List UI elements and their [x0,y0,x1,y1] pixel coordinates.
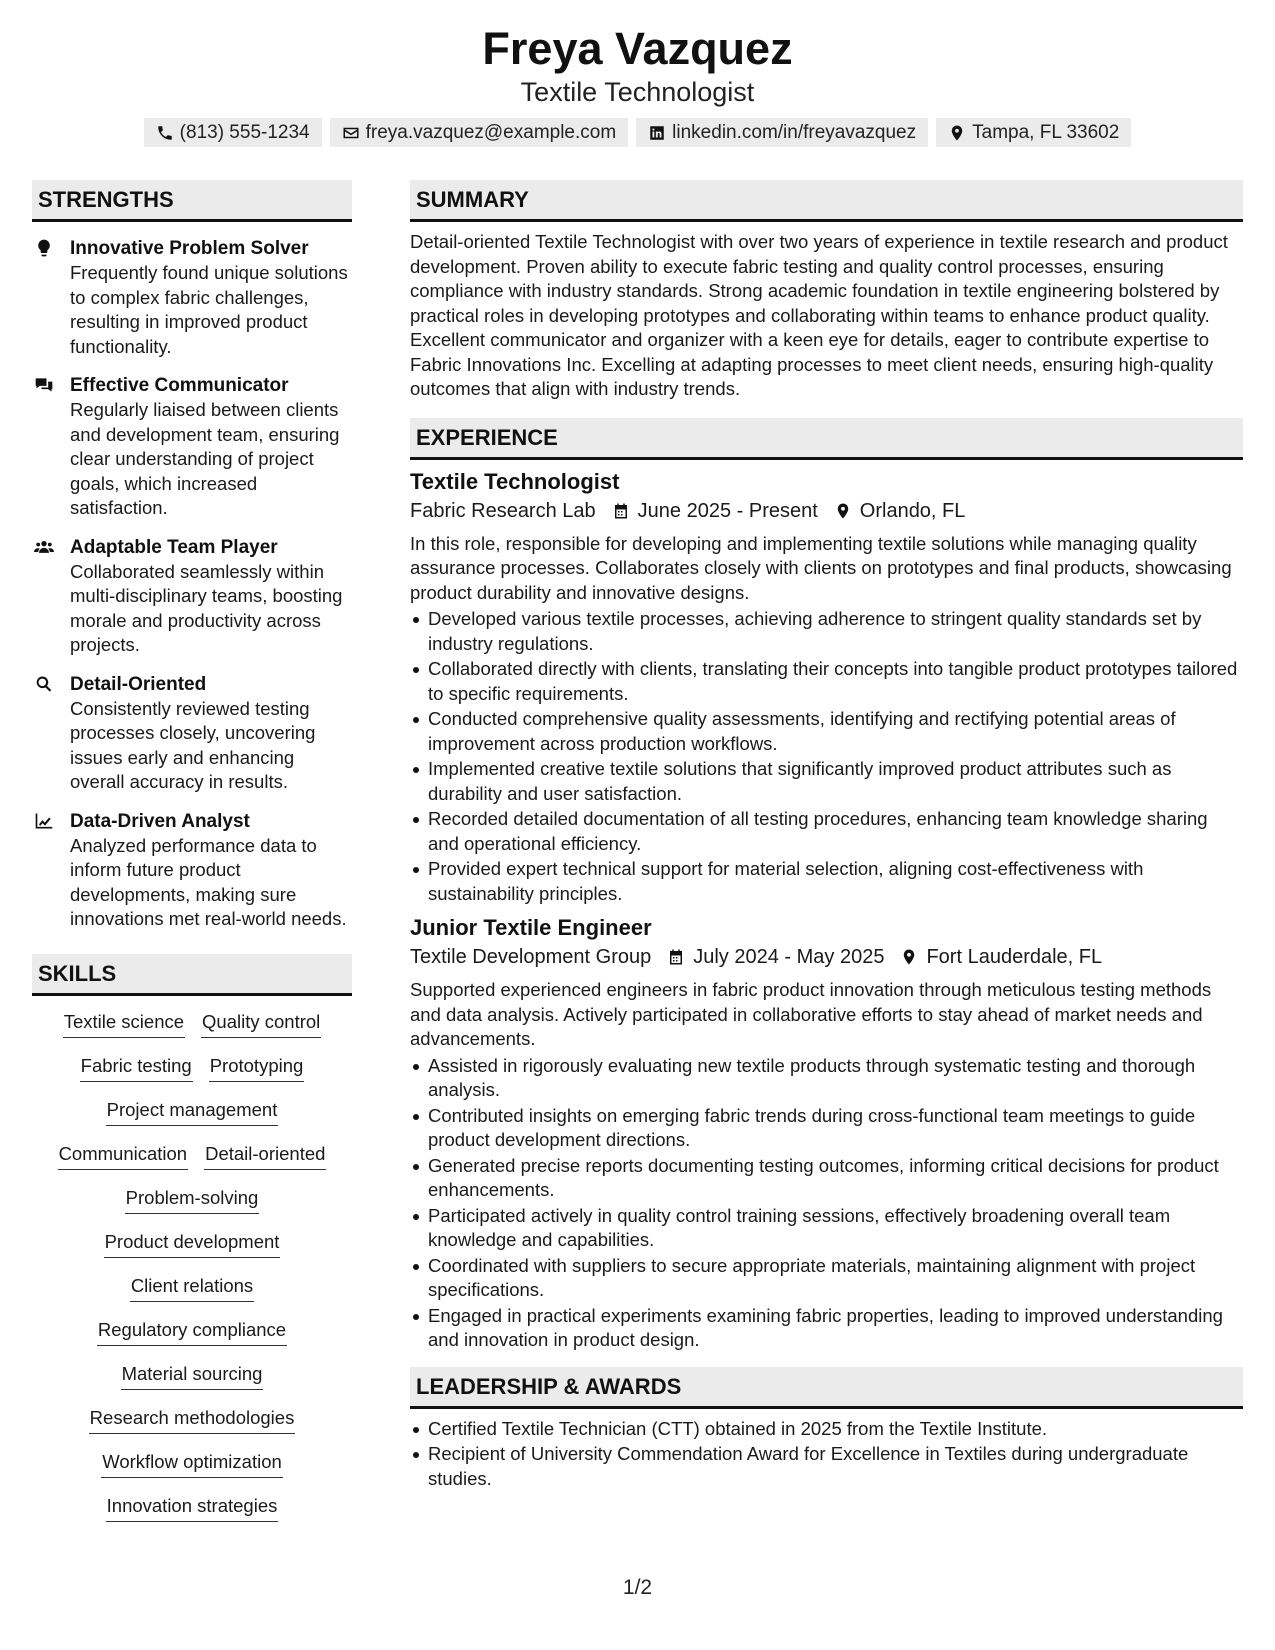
contact-linkedin-text: linkedin.com/in/freyavazquez [672,122,917,143]
list-item: Collaborated directly with clients, translating their concepts into tangible product prototypes tailored to specific requirements. [410,657,1243,706]
contact-phone[interactable] [144,118,322,147]
candidate-title: Textile Technologist [520,77,755,107]
skill-tag: Fabric testing [80,1054,193,1082]
phone-icon [156,124,174,142]
contact-bar [0,118,1275,147]
strength-title: Innovative Problem Solver [70,238,309,259]
job-company: Textile Development Group [410,946,652,968]
skill-tag: Textile science [63,1010,185,1038]
job-company: Fabric Research Lab [410,499,596,522]
candidate-name: Freya Vazquez [482,23,793,74]
job-meta [410,942,1243,972]
job-location: Orlando, FL [859,499,966,522]
job-bullets [410,1054,1243,1353]
list-item: Generated precise reports documenting testing outcomes, informing critical decisions for product enhancements. [410,1154,1243,1203]
strengths-heading: STRENGTHS [32,180,352,222]
skill-tag: Regulatory compliance [97,1318,287,1346]
list-item: Participated actively in quality control training sessions, effectively broadening overall team knowledge and capabilities. [410,1204,1243,1253]
job-description: In this role, responsible for developing and implementing textile solutions while managing quality assurance processes. Collaborates closely with clients on prototypes and final products, showcasing product durability and innovative designs. [410,532,1232,603]
list-item: Engaged in practical experiments examining fabric properties, leading to improved understanding and innovation in product design. [410,1304,1243,1353]
job-entry [410,468,1243,907]
job-bullets [410,607,1243,906]
job-dates: July 2024 - May 2025 [693,946,885,968]
contact-linkedin[interactable] [636,118,928,147]
strength-title: Detail-Oriented [70,673,207,695]
strength-title: Effective Communicator [70,375,289,396]
strength-title: Adaptable Team Player [70,536,278,558]
page-number: 1/2 [622,1576,653,1599]
left-column [32,180,352,1538]
skill-tag: Prototyping [209,1054,305,1082]
right-column [410,180,1243,1492]
list-item: Recorded detailed documentation of all testing procedures, enhancing team knowledge sharing and operational efficiency. [410,807,1243,856]
list-item: Recipient of University Commendation Award for Excellence in Textiles during undergraduate studies. [410,1442,1243,1491]
list-item: Coordinated with suppliers to secure appropriate materials, maintaining alignment with project specifications. [410,1254,1243,1303]
map-pin-icon [900,948,918,966]
job-description: Supported experienced engineers in fabric product innovation through meticulous testing methods and data analysis. Actively participated in collaborative efforts to stay ahead of market needs and advancements. [410,979,1212,1049]
strength-desc: Analyzed performance data to inform future product developments, making sure innovations met real-world needs. [70,834,347,929]
job-entry [410,914,1243,1353]
strength-item [32,672,352,795]
linkedin-icon [648,124,666,142]
skill-tag: Problem-solving [125,1186,260,1214]
list-item: Developed various textile processes, achieving adherence to stringent quality standards set by industry regulations. [410,607,1243,656]
skills-heading: SKILLS [32,954,352,996]
contact-email-text: freya.vazquez@example.com [365,122,617,143]
strength-title: Data-Driven Analyst [70,810,250,832]
envelope-icon [342,124,360,142]
awards-heading: LEADERSHIP & AWARDS [410,1367,1243,1409]
contact-location [936,118,1131,147]
job-dates: June 2025 - Present [637,499,818,522]
users-icon [34,537,54,557]
job-title: Textile Technologist [410,468,620,494]
strength-desc: Consistently reviewed testing processes closely, uncovering issues early and enhancing overall accuracy in results. [70,697,316,792]
list-item: Provided expert technical support for material selection, aligning cost-effectiveness with sustainability principles. [410,857,1243,906]
resume-header [0,22,1275,147]
contact-phone-text: (813) 555-1234 [179,122,310,143]
list-item: Contributed insights on emerging fabric trends during cross-functional team meetings to guide product development directions. [410,1104,1243,1153]
awards-list [410,1417,1243,1492]
strength-item [32,373,352,521]
strength-item [32,809,352,932]
skills-list [32,1010,352,1538]
list-item: Certified Textile Technician (CTT) obtained in 2025 from the Textile Institute. [410,1417,1243,1442]
strength-desc: Frequently found unique solutions to complex fabric challenges, resulting in improved product functionality. [70,262,348,357]
strength-item [32,236,352,359]
skill-tag: Material sourcing [121,1362,264,1390]
list-item: Conducted comprehensive quality assessments, identifying and rectifying potential areas of improvement across production workflows. [410,707,1243,756]
skill-tag: Quality control [201,1010,321,1038]
calendar-icon [667,948,685,966]
skill-tag: Research methodologies [89,1406,296,1434]
skill-tag: Detail-oriented [204,1142,326,1170]
skill-tag: Communication [58,1142,189,1170]
map-pin-icon [834,502,852,520]
strength-item [32,535,352,658]
list-item: Implemented creative textile solutions that significantly improved product attributes such as durability and user satisfaction. [410,757,1243,806]
search-icon [34,674,54,694]
calendar-icon [612,502,630,520]
skill-tag: Innovation strategies [106,1494,279,1522]
skill-tag: Client relations [130,1274,254,1302]
skill-tag: Project management [106,1098,279,1126]
job-location: Fort Lauderdale, FL [926,946,1103,968]
comments-icon [34,375,54,395]
list-item: Assisted in rigorously evaluating new textile products through systematic testing and thorough analysis. [410,1054,1243,1103]
strength-desc: Collaborated seamlessly within multi-disciplinary teams, boosting morale and productivity across projects. [70,560,343,655]
skill-tag: Product development [104,1230,281,1258]
lightbulb-icon [34,238,54,258]
job-meta [410,496,1243,526]
strength-desc: Regularly liaised between clients and development team, ensuring clear understanding of project goals, which increased satisfaction. [70,399,340,518]
contact-email[interactable] [330,118,629,147]
contact-location-text: Tampa, FL 33602 [972,122,1120,143]
job-title: Junior Textile Engineer [410,915,652,940]
skill-tag: Workflow optimization [101,1450,283,1478]
summary-heading: SUMMARY [410,180,1243,222]
chart-line-icon [34,811,54,831]
experience-heading: EXPERIENCE [410,418,1243,460]
summary-text: Detail-oriented Textile Technologist with over two years of experience in textile research and product development. Proven ability to execute fabric testing and quality control processes, ensuring compliance with industry standards. Strong academic foundation in textile engineering bolstered by practical roles in developing prototypes and collaborating within teams to enhance product quality. Excellent communicator and organizer with a keen eye for details, eager to contribute expertise to Fabric Innovations Inc. Excelling at adapting processes to meet client needs, ensuring high-quality outcomes that align with industry trends. [410,231,1228,399]
map-pin-icon [948,124,966,142]
